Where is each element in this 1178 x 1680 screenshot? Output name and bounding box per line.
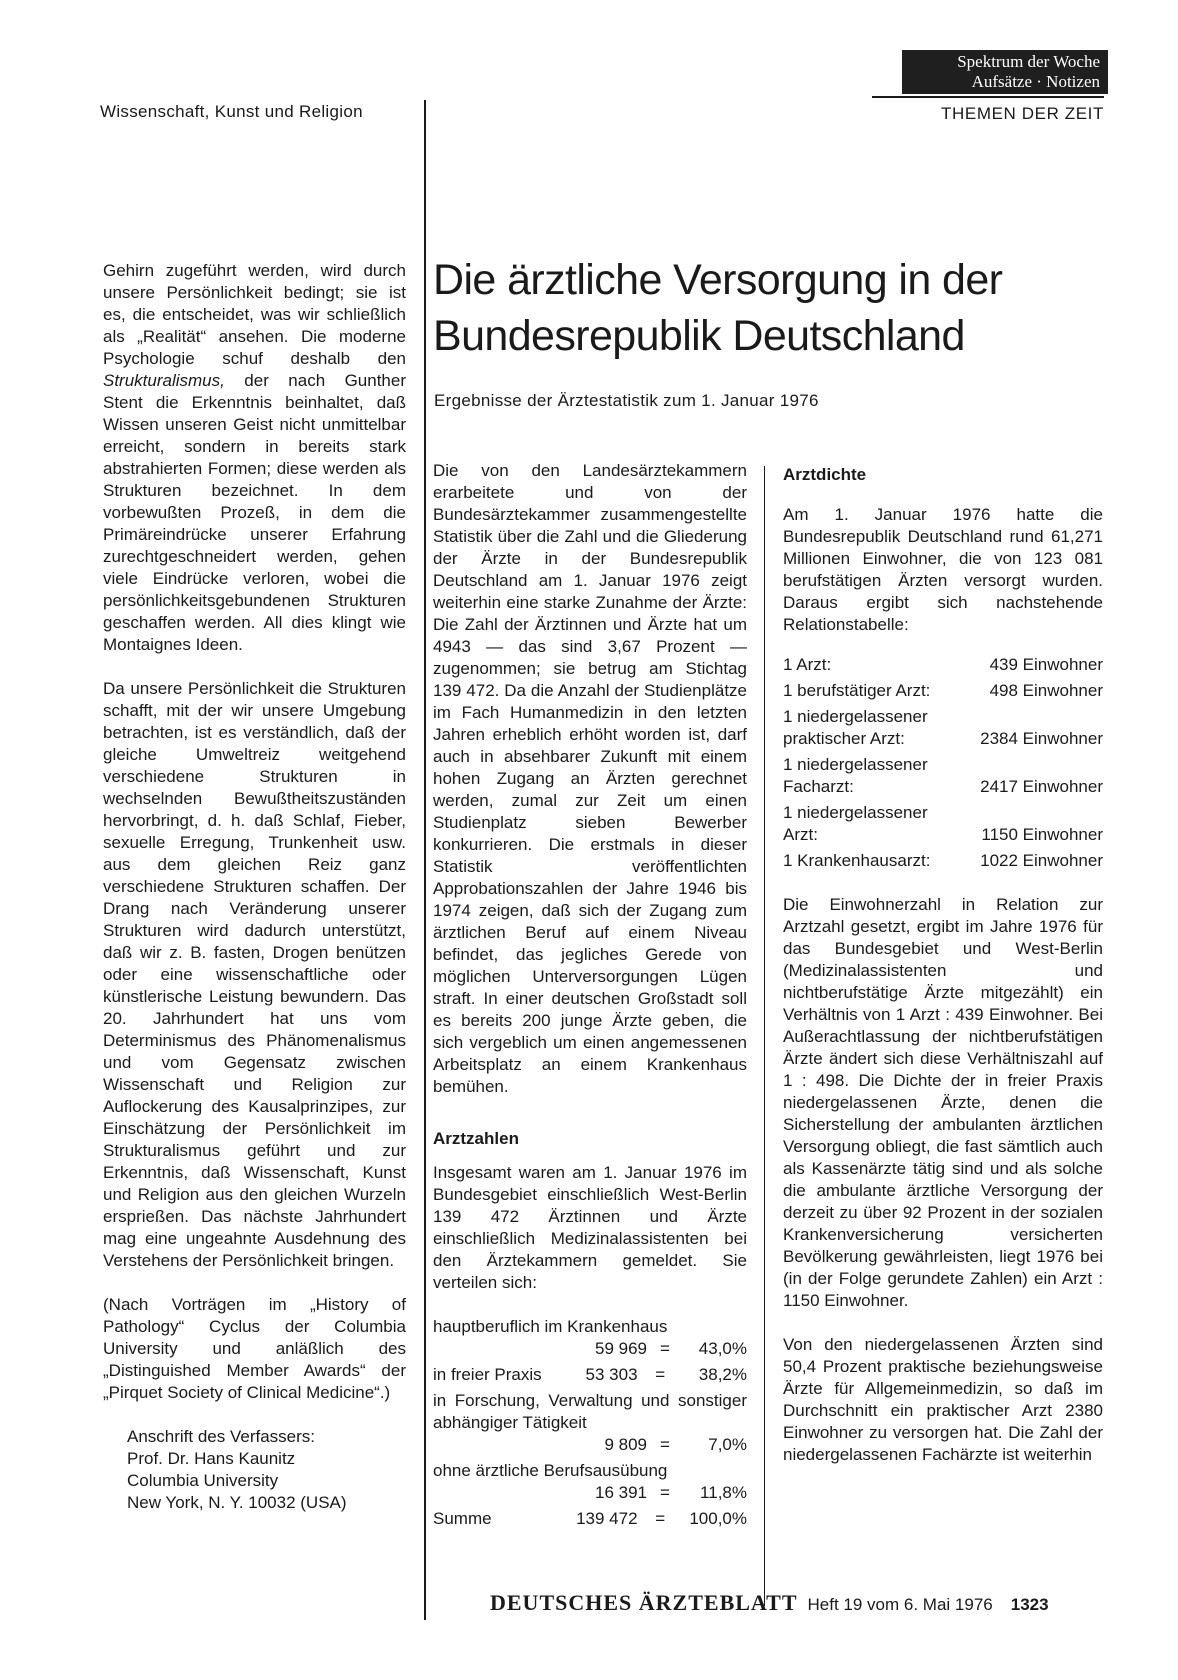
section-heading-arztzahlen: Arztzahlen [433, 1129, 519, 1148]
section-heading-arztdichte: Arztdichte [783, 465, 867, 484]
ratio-label: 1 niedergelassener [783, 803, 928, 822]
ratio-value: 2417 Einwohner [980, 777, 1103, 796]
distribution-count: 53 303 [585, 1365, 638, 1384]
distribution-item [433, 1460, 747, 1504]
article-title-line-2: Bundesrepublik Deutschland [433, 312, 965, 360]
equals-sign: = [660, 1483, 670, 1502]
distribution-item [433, 1364, 747, 1386]
ratio-label-cont: Arzt: [783, 825, 818, 844]
ratio-row [783, 802, 1103, 846]
header-rule [872, 96, 1104, 98]
distribution-count: 16 391 [595, 1483, 647, 1502]
badge-line-2: Aufsätze · Notizen [971, 72, 1100, 91]
running-head-right: THEMEN DER ZEIT [941, 104, 1104, 123]
ratio-value: 1022 Einwohner [980, 851, 1103, 870]
ratio-label: 1 Arzt: [783, 655, 832, 674]
author-institution: Columbia University [127, 1471, 279, 1490]
distribution-label: in Forschung, Verwaltung und sonstiger abhängiger Tätigkeit [433, 1391, 747, 1432]
equals-sign: = [655, 1509, 666, 1528]
journal-name: DEUTSCHES ÄRZTEBLATT [490, 1590, 798, 1615]
equals-sign: = [655, 1365, 666, 1384]
page-footer [490, 1590, 1049, 1616]
distribution-count: 59 969 [595, 1339, 647, 1358]
distribution-list [433, 1316, 747, 1530]
source-note: (Nach Vorträgen im „History of Pathology“ Cyclus der Columbia University und anläßlich des „Distinguished Member Awards“ der „Pirquet Society of Clinical Medicine“.) [103, 1295, 406, 1402]
ratio-table [783, 654, 1103, 872]
ratio-value: 439 Einwohner [989, 655, 1103, 674]
column-divider-main [424, 100, 426, 1620]
author-address [103, 1426, 406, 1514]
section-badge [902, 50, 1108, 94]
equals-sign: = [660, 1435, 670, 1454]
equals-sign: = [660, 1339, 670, 1358]
distribution-percent: 7,0% [708, 1435, 747, 1454]
paragraph: Insgesamt waren am 1. Januar 1976 im Bundesgebiet einschließlich West-Berlin 139 472 Ärztinnen und Ärzte einschließlich Medizinalassistenten bei den Ärztekammern gemeldet. Sie verteilen sich: [433, 1163, 747, 1292]
ratio-row [783, 850, 1103, 872]
author-name: Prof. Dr. Hans Kaunitz [127, 1449, 296, 1468]
column-middle [433, 460, 747, 1534]
ratio-label-cont: Facharzt: [783, 777, 854, 796]
paragraph: Von den niedergelassenen Ärzten sind 50,4 Prozent praktische beziehungsweise Ärzte für Allgemeinmedizin, so daß im Durchschnitt ein praktischer Arzt 2380 Einwohner zu versorgen hat. Die Zahl der niedergelassenen Fachärzte ist weiterhin [783, 1335, 1103, 1464]
column-left [103, 260, 406, 1514]
ratio-row [783, 706, 1103, 750]
paragraph: Am 1. Januar 1976 hatte die Bundesrepublik Deutschland rund 61,271 Millionen Einwohner, die von 123 081 berufstätigen Ärzten versorgt wurden. Daraus ergibt sich nachstehende Relationstabelle: [783, 505, 1103, 634]
running-head-left: Wissenschaft, Kunst und Religion [100, 102, 363, 121]
paragraph: Da unsere Persönlichkeit die Strukturen schafft, mit der wir unsere Umgebung betrachten, ist es verständlich, daß der gleiche Umweltreiz weitgehend verschiedene Strukturen in wechselnden Bewußtheitszuständen hervorbringt, d. h. daß Schlaf, Fieber, sexuelle Erregung, Trunkenheit usw. aus dem gleichen Reiz ganz verschiedene Strukturen schaffen. Der Drang nach Veränderung unserer Strukturen wird dadurch unterstützt, daß wir z. B. fasten, Drogen benützen oder eine wissenschaftliche oder künstlerische Leistung bewundern. Das 20. Jahrhundert hat uns vom Determinismus des Phänomenalismus und vom Gegensatz zwischen Wissenschaft und Religion zur Auflockerung des Kausalprinzipes, zur Einschätzung der Persönlichkeit im Strukturalismus geführt und zur Erkenntnis, daß Wissenschaft, Kunst und Religion aus den gleichen Wurzeln ersprießen. Das nächste Jahrhundert mag eine ungeahnte Ausdehnung des Verstehens der Persönlichkeit bringen. [103, 679, 406, 1270]
ratio-label: 1 berufstätiger Arzt: [783, 681, 931, 700]
ratio-value: 1150 Einwohner [981, 825, 1103, 844]
ratio-value: 2384 Einwohner [980, 729, 1103, 748]
ratio-label: 1 niedergelassener [783, 707, 928, 726]
distribution-count: 9 809 [604, 1435, 647, 1454]
distribution-count: 139 472 [576, 1509, 638, 1528]
badge-line-1: Spektrum der Woche [957, 52, 1100, 71]
ratio-row [783, 654, 1103, 676]
paragraph-text: Gehirn zugeführt werden, wird durch unsere Persönlichkeit bedingt; sie ist es, die entscheidet, was wir schließlich als „Realität“ ansehen. Die moderne Psychologie schuf deshalb den [103, 261, 406, 368]
author-city: New York, N. Y. 10032 (USA) [127, 1493, 347, 1512]
article-title [433, 252, 1113, 364]
distribution-label: ohne ärztliche Berufsausübung [433, 1461, 668, 1480]
distribution-percent: 100,0% [689, 1509, 747, 1528]
distribution-label: in freier Praxis [433, 1365, 542, 1384]
ratio-label: 1 niedergelassener [783, 755, 928, 774]
article-subtitle: Ergebnisse der Ärztestatistik zum 1. Januar 1976 [434, 391, 819, 410]
distribution-label: hauptberuflich im Krankenhaus [433, 1317, 668, 1336]
distribution-percent: 11,8% [700, 1483, 747, 1502]
column-divider-inner [764, 466, 765, 1606]
page-number: 1323 [1010, 1595, 1049, 1614]
distribution-item [433, 1390, 747, 1456]
paragraph [103, 260, 406, 656]
address-label: Anschrift des Verfassers: [127, 1427, 316, 1446]
ratio-label: 1 Krankenhausarzt: [783, 851, 931, 870]
ratio-row [783, 754, 1103, 798]
ratio-value: 498 Einwohner [989, 681, 1103, 700]
paragraph-text: der nach Gunther Stent die Erkenntnis beinhaltet, daß Wissen unseren Geist nicht unmittelbar erreicht, sondern in bereits stark abstrahierten Formen; diese werden als Strukturen bezeichnet. In dem vorbewußten Prozeß, in dem die Primäreindrücke unserer Erfahrung zurechtgeschneidert werden, gehen viele Eindrücke verloren, wobei die persönlichkeitsgebundenen Strukturen geschaffen werden. All dies klingt wie Montaignes Ideen. [103, 371, 406, 654]
distribution-percent: 43,0% [698, 1339, 747, 1358]
ratio-label-cont: praktischer Arzt: [783, 729, 905, 748]
paragraph: Die Einwohnerzahl in Relation zur Arztzahl gesetzt, ergibt im Jahre 1976 für das Bundesgebiet und West-Berlin (Medizinalassistenten und nichtberufstätige Ärzte mitgezählt) ein Verhältnis von 1 Arzt : 439 Einwohner. Bei Außerachtlassung der nichtberufstätigen Ärzte ändert sich diese Verhältniszahl auf 1 : 498. Die Dichte der in freier Praxis niedergelassenen Ärzte, denen die Sicherstellung der ambulanten ärztlichen Versorgung obliegt, die fast sämtlich auch als Kassenärzte tätig sind und als solche die ambulante ärztliche Versorgung der derzeit zu über 92 Prozent in der sozialen Krankenversicherung versicherten Bevölkerung gewährleisten, liegt 1976 bei (in der Folge gerundete Zahlen) ein Arzt : 1150 Einwohner. [783, 895, 1103, 1310]
distribution-item [433, 1316, 747, 1360]
distribution-percent: 38,2% [698, 1365, 747, 1384]
paragraph: Die von den Landesärztekammern erarbeitete und von der Bundesärztekammer zusammengestellte Statistik über die Zahl und die Gliederung der Ärzte in der Bundesrepublik Deutschland am 1. Januar 1976 zeigt weiterhin eine starke Zunahme der Ärzte: Die Zahl der Ärztinnen und Ärzte hat um 4943 — das sind 3,67 Prozent — zugenommen; sie betrug am Stichtag 139 472. Da die Anzahl der Studienplätze im Fach Humanmedizin in den letzten Jahren erheblich erhöht worden ist, darf auch in absehbarer Zukunft mit einem hohen Zugang an Ärzten gerechnet werden, zumal zur Zeit um einen Studienplatz sieben Bewerber konkurrieren. Die erstmals in dieser Statistik veröffentlichten Approbationszahlen der Jahre 1946 bis 1974 zeigen, daß sich der Zugang zum ärztlichen Beruf auf einem Niveau befindet, das jegliches Gerede von möglichen Unterversorgungen Lügen straft. In einer deutschen Großstadt soll es bereits 200 junge Ärzte geben, die sich vergeblich um einen angemessenen Arbeitsplatz an einem Krankenhaus bemühen. [433, 461, 747, 1096]
distribution-total [433, 1508, 747, 1530]
issue-info: Heft 19 vom 6. Mai 1976 [807, 1595, 993, 1614]
article-title-line-1: Die ärztliche Versorgung in der [433, 256, 1003, 304]
distribution-label: Summe [433, 1509, 492, 1528]
ratio-row [783, 680, 1103, 702]
emphasis-term: Strukturalismus, [103, 371, 225, 390]
column-right [783, 464, 1103, 1466]
